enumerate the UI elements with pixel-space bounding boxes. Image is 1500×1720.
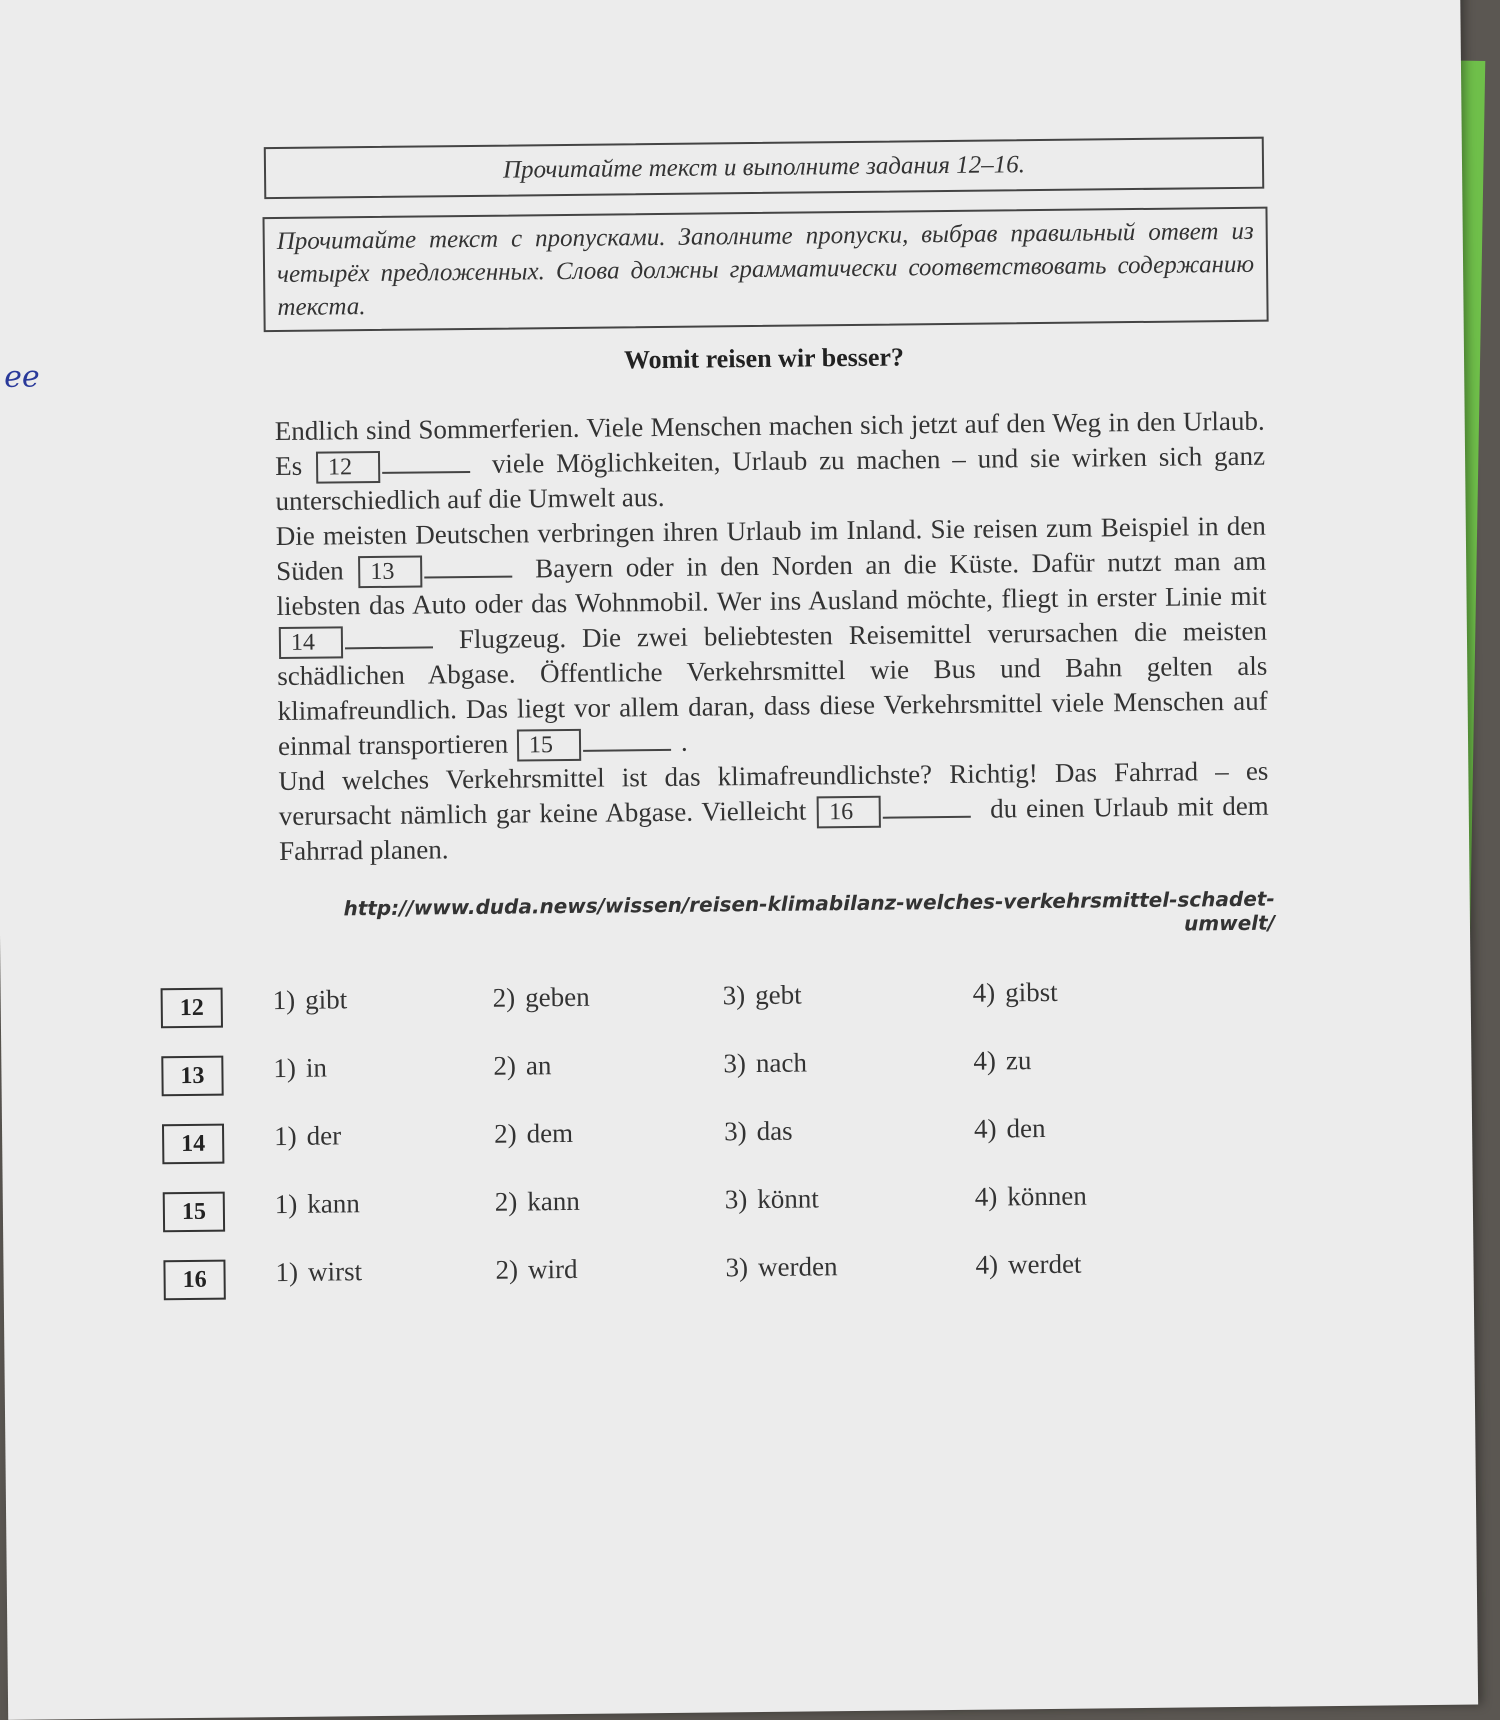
option-number: 3): [725, 1252, 749, 1283]
answer-option[interactable]: [725, 1251, 837, 1283]
option-number: 4): [974, 1181, 998, 1212]
gap-blank-15[interactable]: [583, 729, 671, 752]
gap-box-12: 12: [316, 451, 380, 484]
answer-option[interactable]: [493, 982, 590, 1014]
option-text: an: [525, 1050, 552, 1081]
text-segment: Und welches Verkehrsmittel ist das klimafreundlichste? Richtig! Das Fahrrad – es verursacht nämlich gar keine Abgase. Vielleicht: [278, 755, 1269, 832]
answer-option[interactable]: [275, 1188, 360, 1220]
option-text: das: [756, 1115, 793, 1147]
option-text: zu: [1005, 1045, 1032, 1076]
question-number-box: 14: [162, 1124, 224, 1165]
option-text: wird: [527, 1253, 578, 1285]
answer-option[interactable]: [973, 1045, 1031, 1077]
option-text: in: [305, 1052, 328, 1083]
option-text: könnt: [757, 1183, 819, 1215]
answer-option[interactable]: [273, 984, 348, 1016]
option-number: 1): [273, 1052, 297, 1084]
gap-blank-13[interactable]: [424, 556, 512, 579]
option-number: 4): [975, 1249, 999, 1280]
option-number: 2): [495, 1254, 519, 1285]
option-number: 1): [273, 1120, 297, 1152]
task-title-box: Прочитайте текст и выполните задания 12–16.: [264, 137, 1264, 199]
option-text: wirst: [307, 1256, 363, 1287]
gap-box-15: 15: [517, 729, 581, 762]
answer-option[interactable]: [974, 1113, 1046, 1145]
article-passage: [275, 404, 1270, 869]
answer-option[interactable]: [723, 1048, 807, 1080]
answer-option[interactable]: [493, 1050, 551, 1082]
option-text: gibst: [1005, 976, 1058, 1008]
option-number: 1): [274, 1188, 298, 1220]
option-text: kann: [307, 1188, 360, 1219]
option-number: 1): [272, 984, 296, 1016]
gap-blank-16[interactable]: [883, 796, 971, 819]
question-number-box: 15: [163, 1192, 225, 1233]
option-number: 3): [724, 1184, 748, 1215]
answer-option[interactable]: [723, 980, 802, 1012]
option-text: gebt: [755, 979, 802, 1011]
question-row: [161, 1035, 1262, 1115]
text-segment: Endlich sind Sommerferien. Viele Menschen machen sich jetzt auf den Weg in den Urlaub. Es: [274, 405, 1265, 482]
text-segment: Die meisten Deutschen verbringen ihren Urlaub im Inland. Sie reisen zum Beispiel in den Süden: [275, 510, 1266, 587]
answer-option[interactable]: [495, 1186, 580, 1218]
answer-option[interactable]: [724, 1116, 793, 1148]
answer-option[interactable]: [494, 1118, 573, 1150]
question-number-box: 16: [163, 1260, 225, 1301]
text-segment: du einen Urlaub mit dem Fahrrad planen.: [278, 790, 1269, 867]
option-number: 2): [493, 1050, 517, 1081]
option-number: 4): [972, 977, 996, 1008]
option-text: werdet: [1007, 1248, 1082, 1280]
option-text: den: [1006, 1113, 1046, 1144]
gap-box-16: 16: [817, 796, 881, 829]
option-text: nach: [755, 1047, 808, 1079]
gap-box-13: 13: [358, 556, 422, 589]
answer-option[interactable]: [725, 1183, 819, 1215]
paragraph-1: [275, 404, 1266, 519]
option-number: 3): [723, 1048, 747, 1079]
option-number: 3): [723, 1116, 747, 1147]
question-row: [160, 967, 1261, 1047]
option-text: geben: [525, 981, 590, 1013]
option-text: der: [306, 1120, 342, 1151]
option-number: 4): [973, 1113, 997, 1144]
question-number-box: 12: [161, 988, 223, 1029]
option-number: 2): [492, 982, 516, 1013]
question-row: [163, 1239, 1264, 1319]
instructions-box: Прочитайте текст с пропусками. Заполните пропуски, выбрав правильный ответ из четырёх предложенных. Слова должны грамматически соответствовать содержанию текста.: [262, 207, 1268, 333]
option-number: 2): [494, 1186, 518, 1217]
option-text: dem: [526, 1117, 574, 1149]
gap-blank-14[interactable]: [345, 626, 433, 649]
paragraph-3: [278, 754, 1269, 869]
gap-blank-12[interactable]: [382, 451, 470, 474]
margin-pen-mark: ee: [3, 359, 40, 395]
option-number: 1): [275, 1256, 299, 1288]
answer-option[interactable]: [975, 1249, 1081, 1281]
answer-option[interactable]: [975, 1181, 1087, 1213]
option-number: 2): [493, 1118, 517, 1149]
question-row: [162, 1103, 1263, 1183]
answer-option[interactable]: [495, 1254, 577, 1286]
text-segment: Bayern oder in den Norden an die Küste. Dafür nutzt man am liebsten das Auto oder das Wohnmobil. Wer ins Ausland möchte, fliegt in erster Linie mit: [276, 545, 1267, 622]
option-number: 3): [722, 980, 746, 1011]
option-text: können: [1007, 1180, 1087, 1212]
option-number: 4): [973, 1045, 997, 1076]
article-title: Womit reisen wir besser?: [623, 342, 905, 375]
gap-box-14: 14: [279, 626, 343, 659]
question-number-box: 13: [161, 1056, 223, 1097]
option-text: gibt: [305, 984, 348, 1015]
text-segment: viele Möglichkeiten, Urlaub zu machen – und sie wirken sich ganz unterschiedlich auf die Umwelt aus.: [275, 440, 1266, 517]
option-text: werden: [757, 1251, 838, 1283]
answer-option[interactable]: [273, 1053, 327, 1085]
answer-option[interactable]: [275, 1256, 362, 1288]
answer-option[interactable]: [973, 977, 1058, 1009]
answer-options: [160, 967, 1264, 1319]
option-text: kann: [527, 1185, 580, 1217]
paragraph-2: [276, 509, 1269, 764]
source-url: http://www.duda.news/wissen/reisen-klimabilanz-welches-verkehrsmittel-schadet-umwelt/: [343, 886, 1276, 936]
text-segment: Flugzeug. Die zwei beliebtesten Reisemittel verursachen die meisten schädlichen Abgase. Öffentliche Verkehrsmittel wie Bus und Bahn gelten als klimafreundlich. Das liegt vor allem daran, dass diese Verkehrsmittel viele Menschen auf einmal transportieren: [277, 615, 1268, 762]
question-row: [163, 1171, 1264, 1251]
answer-option[interactable]: [274, 1120, 341, 1152]
text-segment: .: [680, 726, 688, 757]
